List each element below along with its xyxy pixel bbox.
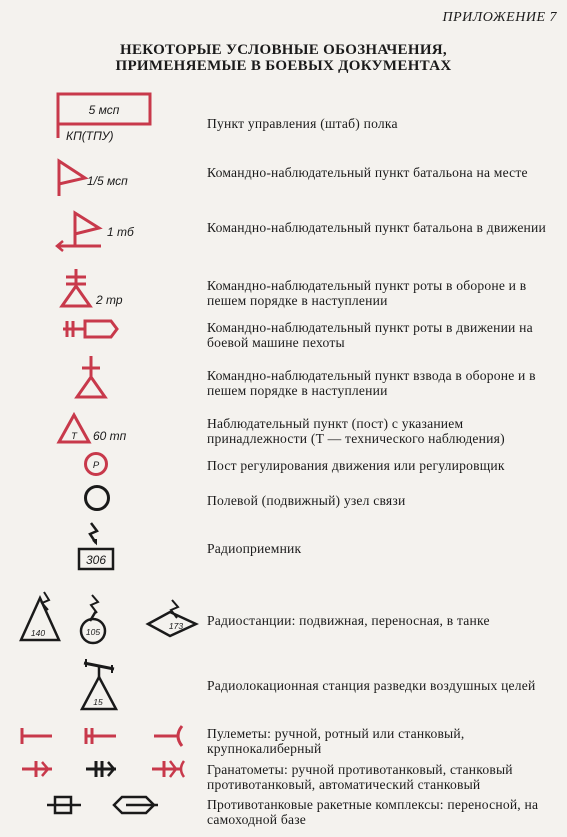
regiment-hq-symbol: [48, 88, 158, 148]
observation-post-symbol: [58, 412, 148, 446]
row-2-description: Командно-наблюдательный пункт батальона на месте: [207, 165, 528, 180]
row-14-description: Гранатометы: ручной противотанковый, станковый противотанковый, автоматический станковый: [207, 762, 513, 792]
mg-company-symbol: [82, 725, 118, 747]
title-line-2: ПРИМЕНЯЕМЫЕ В БОЕВЫХ ДОКУМЕНТАХ: [115, 58, 452, 74]
coy-label: 2 тр: [96, 293, 123, 307]
hq-inner-label: 5 мсп: [88, 103, 120, 117]
platoon-op-symbol: [75, 355, 111, 401]
radio1-label: 140: [30, 628, 46, 638]
gl-manual-symbol: [20, 758, 56, 780]
bn-move-label: 1 тб: [107, 225, 134, 239]
traffic-letter: Р: [92, 460, 100, 471]
row-11-description: Радиостанции: подвижная, переносная, в танке: [207, 613, 490, 628]
battalion-op-moving-symbol: [55, 210, 155, 252]
row-15-description: Противотанковые ракетные комплексы: переносной, на самоходной базе: [207, 797, 539, 827]
row-1-description: Пункт управления (штаб) полка: [207, 116, 398, 131]
battalion-op-symbol: [55, 158, 155, 200]
mg-light-symbol: [18, 725, 54, 747]
bn-op-label: 1/5 мсп: [87, 174, 128, 188]
radar-station-symbol: [78, 659, 122, 715]
obs-label: 60 тп: [93, 429, 127, 443]
gl-mounted-symbol: [84, 758, 120, 780]
obs-letter: Т: [71, 431, 77, 442]
radio-tank-symbol: [144, 598, 200, 644]
row-4-description: Командно-наблюдательный пункт роты в обороне и в пешем порядке в наступлении: [207, 278, 527, 308]
traffic-post-symbol: [83, 451, 109, 477]
gl-auto-symbol: [150, 757, 186, 781]
radio2-label: 105: [85, 627, 101, 637]
row-12-description: Радиолокационная станция разведки воздушных целей: [207, 678, 536, 693]
row-8-description: Пост регулирования движения или регулировщик: [207, 458, 505, 473]
radio3-label: 173: [168, 621, 184, 631]
atgm-selfpropelled-symbol: [112, 793, 160, 817]
radio-mobile-symbol: [18, 590, 62, 644]
row-13-description: Пулеметы: ручной, ротный или станковый, крупнокалиберный: [207, 726, 465, 756]
appendix-label: ПРИЛОЖЕНИЕ 7: [442, 10, 557, 25]
radio-receiver-symbol: [77, 521, 117, 573]
receiver-label: 306: [85, 553, 107, 567]
row-9-description: Полевой (подвижный) узел связи: [207, 493, 406, 508]
atgm-portable-symbol: [45, 793, 85, 817]
radar-label: 15: [93, 697, 103, 707]
comms-node-symbol: [83, 484, 113, 514]
mg-heavy-symbol: [152, 723, 188, 749]
row-10-description: Радиоприемник: [207, 541, 302, 556]
row-5-description: Командно-наблюдательный пункт роты в движении на боевой машине пехоты: [207, 320, 533, 350]
row-6-description: Командно-наблюдательный пункт взвода в обороне и в пешем порядке в наступлении: [207, 368, 536, 398]
hq-caption-label: КП(ТПУ): [66, 129, 114, 143]
row-7-description: Наблюдательный пункт (пост) с указанием принадлежности (Т — технического наблюдения): [207, 416, 505, 446]
page-title: [0, 42, 567, 74]
title-line-1: НЕКОТОРЫЕ УСЛОВНЫЕ ОБОЗНАЧЕНИЯ,: [120, 42, 447, 58]
row-3-description: Командно-наблюдательный пункт батальона в движении: [207, 220, 546, 235]
radio-portable-symbol: [78, 593, 118, 647]
company-ifv-symbol: [63, 318, 123, 340]
company-op-symbol: [60, 268, 140, 310]
